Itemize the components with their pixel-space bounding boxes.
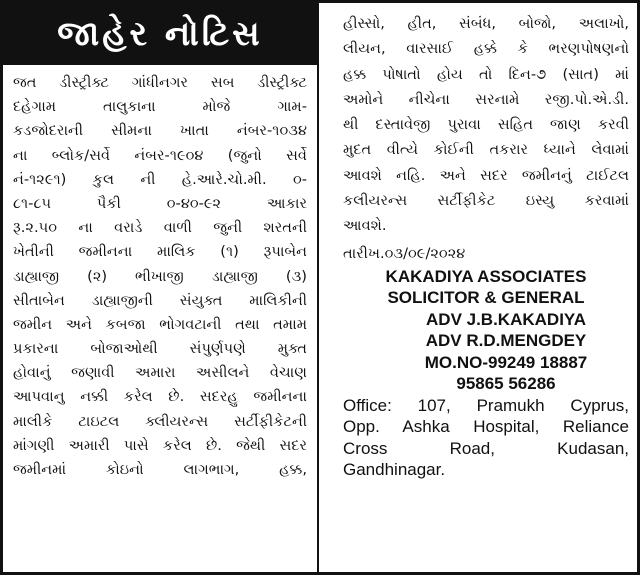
notice-title: જાહેર નોટિસ: [57, 14, 263, 54]
notice-body-left: [3, 69, 317, 482]
notice-left-column: [3, 3, 319, 572]
firm-subtitle: SOLICITOR & GENERAL: [387, 288, 585, 308]
body-line: આવશે નહિ. અને સદર જમીનનું ટાઈટલ: [343, 166, 629, 184]
body-line: અમોને નીચેના સરનામે રજી.પો.એ.ડી.: [343, 90, 629, 108]
notice-right-column: [321, 3, 637, 572]
body-line: માલીકે ટાઇટલ ક્લીયરન્સ સર્ટીફીકેટની: [13, 412, 307, 430]
firm-name: KAKADIYA ASSOCIATES: [385, 266, 587, 286]
address-line: Opp. Ashka Hospital, Reliance: [343, 417, 629, 437]
body-line: જત ડીસ્ટ્રીક્ટ ગાંધીનગર સબ ડીસ્ટ્રીક્ટ: [13, 74, 307, 91]
body-line: લીયન, વારસાઈ હક્કે કે ભરણપોષણનો: [343, 40, 629, 58]
body-line: ના બ્લોક/સર્વે નંબર-૧૯૦૪ (જુનો સર્વે: [13, 146, 307, 164]
body-line: દહેગામ તાલુકાના મોજે ગામ-: [13, 98, 307, 116]
body-line: જમીન અને કબજા ભોગવટાની તથા તમામ: [13, 315, 307, 333]
body-line: ખેતીની જમીનના માલિક (૧) રૂપાબેન: [13, 243, 307, 261]
body-line: માંગણી અમારી પાસે કરેલ છે. જેથી સદર: [13, 436, 307, 454]
address-line: Cross Road, Kudasan,: [343, 438, 629, 458]
advocate-name: ADV J.B.KAKADIYA: [426, 309, 586, 329]
body-line: મુદત વીત્યે કોઈની તકરાર ધ્યાને લેવામાં: [343, 141, 629, 159]
body-line: નં-૧૨૯૧) કુલ ની હે.આરે.ચો.મી. ૦-: [13, 170, 307, 188]
office-address: [343, 395, 629, 481]
mobile-number: MO.NO-99249 18887: [424, 352, 588, 372]
address-line: Office: 107, Pramukh Cyprus,: [343, 395, 629, 415]
body-line: હોવાનું જણાવી અમારા અસીલને વેચાણ: [13, 364, 307, 382]
body-line: થી દસ્તાવેજી પુરાવા સહિત જાણ કરવી: [343, 116, 629, 134]
body-line: રૂ.૨.૫૦ ના વરાડે વાળી જુની શરતની: [13, 219, 307, 237]
body-line: આવશે.: [343, 217, 387, 235]
body-line: પ્રકારના બોજાઓથી સંપુર્ણપણે મુક્ત: [13, 340, 307, 358]
address-line: Gandhinagar.: [343, 460, 446, 480]
advocate-name: ADV R.D.MENGDEY: [425, 331, 587, 351]
body-line: હીસ્સો, હીત, સંબંધ, બોજો, અલાખો,: [343, 15, 629, 32]
body-line: ૮૧-૮૫ પૈકી ૦-૪૦-૯૨ આકાર: [13, 194, 307, 212]
body-line: કડજોદરાની સીમના ખાતા નંબર-૧૦૩૪: [13, 122, 307, 140]
body-line: સીતાબેન ડાહ્યાજીની સંયુક્ત માલિકીની: [13, 291, 307, 309]
body-line: ડાહ્યાજી (૨) ભીખાજી ડાહ્યાજી (૩): [13, 267, 307, 285]
notice-body-right: [343, 11, 629, 266]
mobile-number: 95865 56286: [456, 374, 556, 394]
body-line: કલીયરન્સ સર્ટીફીકેટ ઇસ્યુ કરવામાં: [343, 192, 629, 210]
notice-date: તારીખ.૦૩/૦૯/૨૦૨૪: [343, 244, 466, 262]
body-line: હક્ક પોષાતો હોય તો દિન-૭ (સાત) માં: [343, 65, 629, 83]
advocate-block: [343, 266, 629, 395]
body-line: આપવાનુ નક્કી કરેલ છે. સદરહુ જમીનના: [13, 388, 307, 406]
notice-title-banner: [3, 3, 317, 65]
body-line: જમીનમાં કોઇનો લાગભાગ, હક્ક,: [13, 461, 307, 478]
